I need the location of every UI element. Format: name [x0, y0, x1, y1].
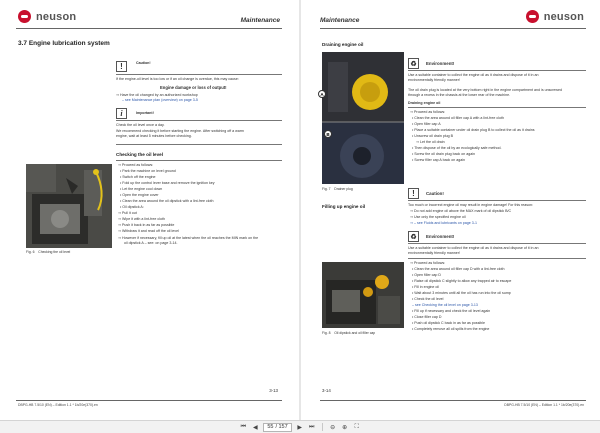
step: • Completely remove all oil spills from the engine	[412, 327, 490, 331]
step: ⇒ Push it back in as far as possible	[118, 223, 175, 227]
step: • Let the engine cool down	[120, 187, 163, 191]
step: ⇒ Proceed as follows:	[410, 261, 446, 265]
brand-name: neuson	[36, 10, 77, 23]
important-text: engine, wait at least 5 minutes before checking.	[116, 134, 192, 138]
drain-plug-illustration	[322, 52, 404, 184]
rule	[116, 120, 282, 121]
step: • Check the oil level	[412, 297, 444, 301]
caution-action: ⇒ Have the oil changed by an authorized workshop	[116, 93, 198, 97]
figure-caption-text: Checking the oil level	[38, 250, 71, 254]
step: ⇒ Pull it out	[118, 211, 137, 215]
step: • Screw filler cap A back on again	[412, 158, 465, 162]
next-page-icon[interactable]: ▶	[297, 424, 302, 431]
environment-title: Environment!	[426, 61, 455, 66]
step: • Wait about 3 minutes until all the oil has run into the oil sump	[412, 291, 511, 295]
important-text: We recommend checking it before starting the engine. After switching off a warm	[116, 129, 244, 133]
page-number: 3-14	[322, 388, 331, 393]
step: • Fill in engine oil	[412, 285, 440, 289]
step: ⇒ Let the oil drain	[416, 140, 445, 144]
engine-illustration	[26, 164, 112, 248]
section-header: Maintenance	[240, 17, 280, 24]
environment-title: Environment!	[426, 234, 455, 239]
total-pages: / 157	[275, 424, 288, 430]
rule	[116, 144, 282, 145]
step: • Clean the area around oil filler cap A with a lint-free cloth	[412, 116, 504, 120]
footer-rule	[320, 400, 586, 401]
rule	[408, 243, 586, 244]
figure-label: Fig. 8	[322, 331, 331, 335]
step: • Close filler cap D	[412, 315, 442, 319]
page-left	[0, 4, 296, 416]
footer-code: DBPG-HB 7.5/10 (EN) – Edition 1.1 * 1b/20e(370).en	[504, 403, 584, 407]
step: • Raise oil dipstick C slightly to allow any trapped air to escape	[412, 279, 512, 283]
environment-text: environmentally friendly manner!	[408, 251, 460, 255]
section-heading: 3.7 Engine lubrication system	[18, 40, 110, 47]
first-page-icon[interactable]: ⏮	[240, 423, 247, 430]
step: • Open filler cap A	[412, 122, 441, 126]
drain-plug-text: through a recess in the chassis at the lower rear of the machine.	[408, 93, 511, 97]
current-page-input[interactable]: 55	[267, 424, 274, 430]
caution-title: Caution!	[136, 61, 151, 65]
important-text: Check the oil level once a day.	[116, 123, 165, 127]
figure-caption-text: Drainer plug	[334, 187, 353, 191]
callout-a: A	[318, 90, 326, 98]
step: oil dipstick A – see: on page 3-14.	[124, 241, 178, 245]
check-oil-link[interactable]: – see Checking the oil level on page 3-13	[412, 303, 478, 307]
step: ⇒ However if necessary, fill up oil at the latest when the oil reaches the MIN mark on the	[118, 236, 259, 240]
rule	[116, 160, 282, 161]
caution-action: ⇒ Do not add engine oil above the MAX mark of oil dipstick B/C	[410, 209, 512, 213]
caution-text: Too much or incorrect engine oil may result in engine damage! For this reason:	[408, 203, 534, 207]
figure-caption-text: Oil dipstick and oil filler cap	[334, 331, 376, 335]
rule	[408, 200, 586, 201]
rule	[408, 258, 586, 259]
caution-icon: !	[408, 188, 419, 199]
step: • Clean the area around the oil dipstick with a lint-free cloth	[120, 199, 214, 203]
page-number: 3-13	[269, 388, 278, 393]
environment-text: environmentally friendly manner!	[408, 78, 460, 82]
rule	[116, 74, 282, 75]
figure-label: Fig. 6	[26, 250, 35, 254]
drain-subtitle: Draining engine oil	[408, 101, 441, 105]
figure-caption	[322, 187, 353, 191]
step: • Clean the area around oil filler cap D with a lint-free cloth	[412, 267, 505, 271]
important-title: Important!	[136, 111, 154, 115]
zoom-in-icon[interactable]: ⊕	[342, 424, 348, 431]
page-right	[304, 4, 600, 416]
page-gap	[299, 0, 301, 420]
step: • Fill up if necessary and check the oil level again	[412, 309, 491, 313]
fluids-link[interactable]: ⇒ – see Fluids and lubricants on page 3-1	[410, 221, 477, 225]
environment-icon: ♻	[408, 231, 419, 242]
step: • Fold up the control lever base and remove the ignition key	[120, 181, 215, 185]
caution-action: ⇒ Use only the specified engine oil	[410, 215, 466, 219]
brand-logo	[526, 10, 584, 23]
toolbar-separator	[322, 423, 323, 431]
figure-filler-cap-photo	[322, 262, 404, 328]
header-rule	[320, 28, 586, 29]
drain-plug-text: The oil drain plug is located at the very bottom right in the engine compartment and is unscrewed	[408, 88, 563, 92]
step: • Screw the oil drain plug back on again	[412, 152, 475, 156]
fullscreen-icon[interactable]: ⛶	[354, 423, 359, 430]
step: • Park the machine on level ground	[120, 169, 176, 173]
filler-cap-illustration	[322, 262, 404, 328]
subsection-title: Draining engine oil	[322, 42, 364, 47]
brand-logo	[18, 10, 76, 23]
section-header: Maintenance	[320, 17, 360, 24]
subsection-title: Filling up engine oil	[322, 204, 366, 209]
brand-name: neuson	[543, 10, 584, 23]
previous-page-icon[interactable]: ◀	[253, 424, 258, 431]
caution-text: If the engine-oil level is too low or if an oil change is overdue, this may cause:	[116, 77, 239, 81]
environment-text: Use a suitable container to collect the engine oil as it drains and dispose of it in an	[408, 246, 539, 250]
figure-drain-plug-photo	[322, 52, 404, 184]
step: • Place a suitable container under oil drain plug B to collect the oil as it drains	[412, 128, 535, 132]
step: • Open the engine cover	[120, 193, 159, 197]
figure-caption	[322, 331, 375, 335]
page-indicator	[263, 423, 291, 432]
step: • Unscrew oil drain plug B	[412, 134, 454, 138]
callout-b: B	[324, 130, 332, 138]
subsection-title: Checking the oil level	[116, 152, 163, 157]
step: • Oil dipstick A:	[120, 205, 144, 209]
figure-label: Fig. 7	[322, 187, 331, 191]
figure-caption	[26, 250, 70, 254]
figure-oil-dipstick-photo	[26, 164, 112, 248]
viewer-toolbar	[0, 420, 600, 433]
info-icon: i	[116, 108, 127, 119]
rule	[408, 70, 586, 71]
footer-code: DBPG-HB 7.5/10 (EN) – Edition 1.1 * 1b/20e(370).en	[18, 403, 98, 407]
caution-icon: !	[116, 61, 127, 72]
neuson-logo-icon	[526, 10, 539, 23]
zoom-out-icon[interactable]: ⊖	[330, 424, 336, 431]
maintenance-plan-link[interactable]: – see Maintenance plan (overview) on page 3-5	[122, 98, 198, 102]
rule	[408, 107, 586, 108]
environment-text: Use a suitable container to collect the engine oil as it drains and dispose of it in an	[408, 73, 539, 77]
last-page-icon[interactable]: ⏭	[308, 423, 315, 430]
footer-rule	[16, 400, 282, 401]
caution-title: Caution!	[426, 191, 444, 196]
environment-icon: ♻	[408, 58, 419, 69]
engine-damage-text: Engine damage or loss of output!	[160, 85, 227, 90]
step: ⇒ Proceed as follows:	[118, 163, 154, 167]
neuson-logo-icon	[18, 10, 31, 23]
step: • Open filler cap D	[412, 273, 442, 277]
step: ⇒ Withdraw it and read off the oil level	[118, 229, 179, 233]
step: ⇒ Wipe it with a lint-free cloth	[118, 217, 165, 221]
step: • Then dispose of the oil by an ecologically safe method.	[412, 146, 502, 150]
step: • Push oil dipstick C back in as far as possible	[412, 321, 485, 325]
header-rule	[16, 28, 282, 29]
step: • Switch off the engine	[120, 175, 156, 179]
step: ⇒ Proceed as follows:	[410, 110, 446, 114]
